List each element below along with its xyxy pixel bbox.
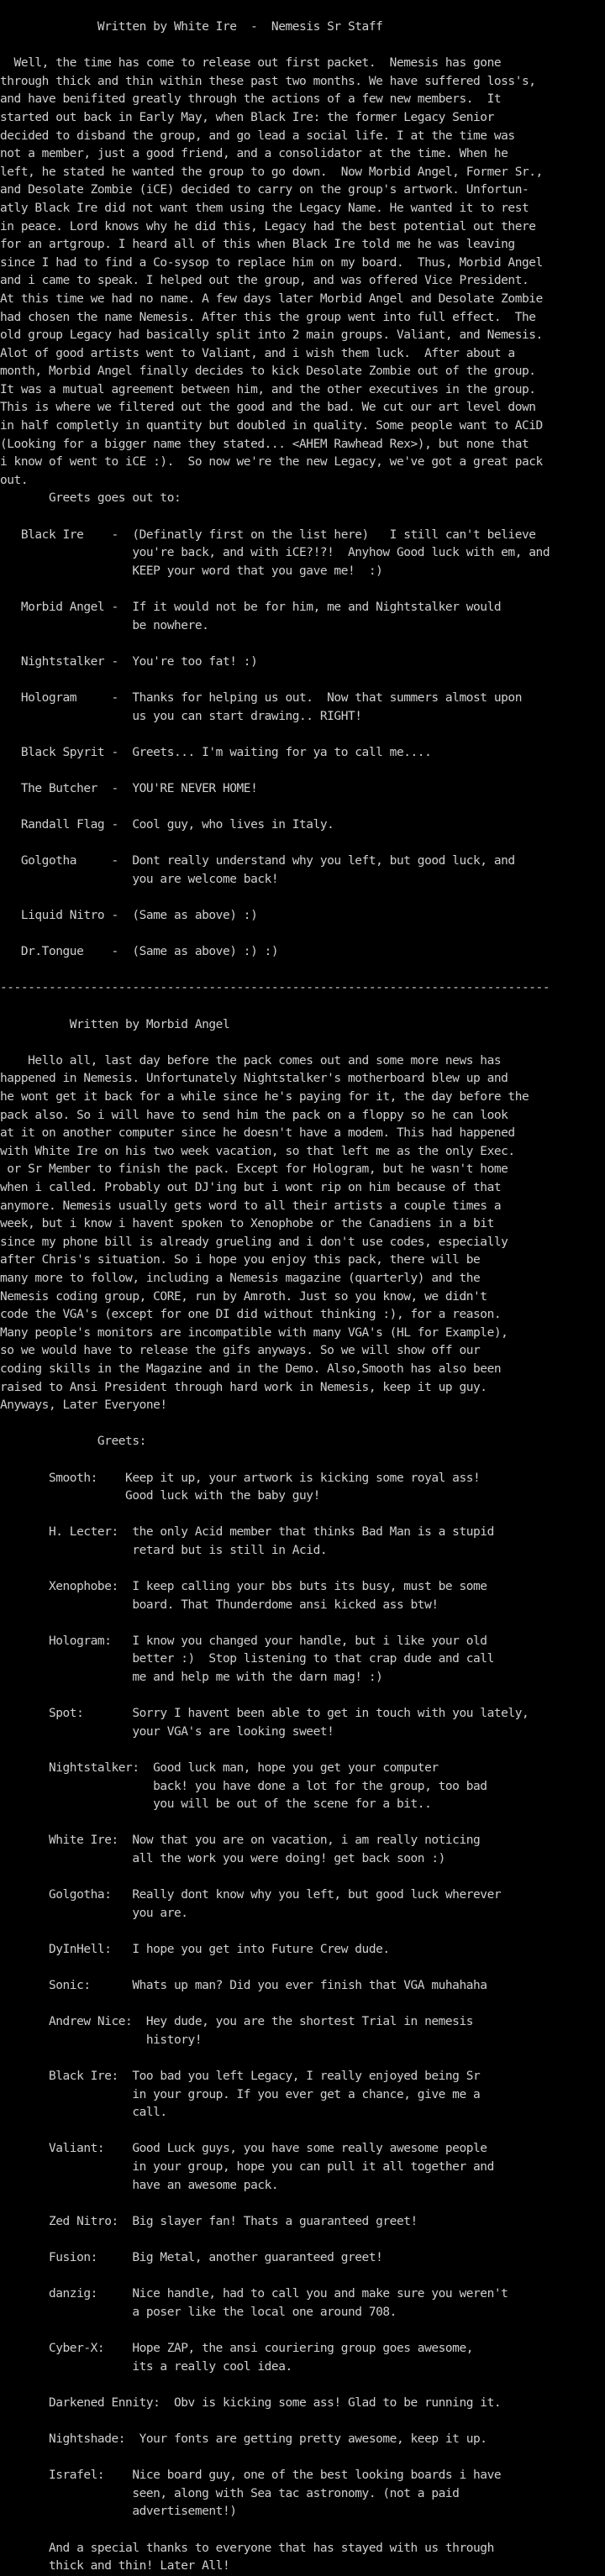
text-line: its a really cool idea. (0, 2359, 292, 2374)
text-line: Fusion: Big Metal, another guaranteed greet! (0, 2251, 383, 2265)
text-line: Spot: Sorry I havent been able to get in touch with you lately, (0, 1707, 529, 1721)
text-line: Golgotha: Really dont know why you left, but good luck wherever (0, 1888, 502, 1902)
text-line (0, 1869, 605, 1887)
text-line (0, 2449, 605, 2468)
text-line: Xenophobe: I keep calling your bbs buts its busy, must be some (0, 1580, 487, 1594)
text-line (0, 762, 605, 780)
text-line: Liquid Nitro - (Same as above) :) (0, 909, 258, 923)
text-line: code the VGA's (except for one DI did without thinking :), for a reason. (0, 1308, 502, 1322)
text-line (0, 37, 605, 55)
text-line: Valiant: Good Luck guys, you have some really awesome people (0, 2142, 487, 2156)
text-line: Hologram: I know you changed your handle, but i like your old (0, 1634, 487, 1648)
text-line: thick and thin! Later All! (0, 2559, 230, 2573)
text-line: when i called. Probably out DJ'ing but i wont rip on him because of that (0, 1181, 502, 1194)
text-line: Alot of good artists went to Valiant, and i wish them luck. After about a (0, 346, 515, 360)
text-line (0, 926, 605, 944)
text-line: and Desolate Zombie (iCE) decided to carry on the group's artwork. Unfortun- (0, 183, 529, 197)
text-line: history! (0, 2033, 203, 2047)
text-line (0, 799, 605, 817)
text-line: raised to Ansi President through hard work in Nemesis, keep it up guy. (0, 1380, 487, 1394)
text-line: a poser like the local one around 708. (0, 2305, 397, 2319)
text-line: through thick and thin within these past two months. We have suffered loss's, (0, 74, 536, 88)
text-line: he wont get it back for a while since he's paying for it, the day before the (0, 1090, 529, 1104)
text-line (0, 2412, 605, 2431)
text-line: Written by White Ire - Nemesis Sr Staff (0, 20, 383, 34)
text-line (0, 2268, 605, 2286)
text-line: Nemesis coding group, CORE, run by Amroth. Just so you know, we didn't (0, 1289, 487, 1304)
text-line: Darkened Ennity: Obv is kicking some ass! Glad to be running it. (0, 2395, 502, 2410)
text-line: in your group, hope you can pull it all together and (0, 2160, 494, 2175)
text-line (0, 962, 605, 980)
text-line: all the work you were doing! get back soon :) (0, 1851, 445, 1865)
text-line: DyInHell: I hope you get into Future Crew dude. (0, 1942, 390, 1956)
text-line: Black Ire - (Definatly first on the list here) I still can't believe (0, 527, 536, 542)
text-line: White Ire: Now that you are on vacation, i am really noticing (0, 1834, 481, 1848)
text-line (0, 2122, 605, 2141)
text-line: not a member, just a good friend, and a consolidator at the time. When he (0, 147, 508, 161)
text-line: better :) Stop listening to that crap dude and call (0, 1652, 494, 1666)
text-line: atly Black Ire did not want them using the Legacy Name. He wanted it to rest (0, 201, 529, 215)
text-line (0, 2195, 605, 2213)
text-line (0, 2322, 605, 2340)
text-line: advertisement!) (0, 2505, 237, 2519)
text-line: Greets goes out to: (0, 491, 182, 506)
text-line: Black Ire: Too bad you left Legacy, I really enjoyed being Sr (0, 2070, 481, 2084)
text-line: Well, the time has come to release out first packet. Nemesis has gone (0, 56, 502, 71)
text-line: since I had to find a Co-sysop to replace him on my board. Thus, Morbid Angel (0, 255, 543, 270)
text-line: H. Lecter: the only Acid member that thinks Bad Man is a stupid (0, 1525, 494, 1540)
text-line: Morbid Angel - If it would not be for him, me and Nightstalker would (0, 601, 502, 614)
text-line (0, 2376, 605, 2395)
text-line (0, 998, 605, 1016)
text-line (0, 580, 605, 599)
text-line (0, 1687, 605, 1706)
text-line: started out back in Early May, when Black Ire: the former Legacy Senior (0, 110, 494, 124)
text-line: or Sr Member to finish the pack. Except for Hologram, but he wasn't home (0, 1162, 508, 1177)
text-line: KEEP your word that you gave me! :) (0, 564, 383, 578)
text-line: after Chris's situation. So i hope you enjoy this pack, there will be (0, 1253, 481, 1267)
text-line: coding skills in the Magazine and in the Demo. Also,Smooth has also been (0, 1361, 502, 1376)
text-line: Andrew Nice: Hey dude, you are the shortest Trial in nemesis (0, 2015, 474, 2029)
text-line: happened in Nemesis. Unfortunately Nightstalker's motherboard blew up and (0, 1072, 508, 1086)
text-line (0, 2050, 605, 2069)
text-line (0, 2521, 605, 2540)
text-line: week, but i know i havent spoken to Xenophobe or the Canadiens in a bit (0, 1217, 494, 1231)
text-line: at it on another computer since he doesn't have a modem. This had happened (0, 1126, 515, 1141)
text-line: Nightshade: Your fonts are getting pretty awesome, keep it up. (0, 2432, 487, 2446)
text-line (0, 2231, 605, 2249)
text-line (0, 1614, 605, 1633)
text-line (0, 1814, 605, 1833)
text-line (0, 889, 605, 908)
text-line: with White Ire on his two week vacation, so that left me as the only Exec. (0, 1144, 515, 1158)
text-line: call. (0, 2106, 167, 2120)
text-line: you will be out of the scene for a bit.. (0, 1797, 432, 1812)
text-line: Sonic: Whats up man? Did you ever finish that VGA muhahaha (0, 1979, 487, 1993)
text-line: have an awesome pack. (0, 2178, 279, 2192)
text-line: Greets: (0, 1435, 146, 1449)
text-line (0, 508, 605, 527)
text-line: in peace. Lord knows why he did this, Legacy had the best potential out there (0, 219, 536, 233)
text-line: you're back, and with iCE?!?! Anyhow Good luck with em, and (0, 546, 550, 560)
text-line: Anyways, Later Everyone! (0, 1398, 167, 1413)
text-line: The Butcher - YOU'RE NEVER HOME! (0, 781, 258, 795)
text-line: me and help me with the darn mag! :) (0, 1671, 383, 1685)
text-line: Zed Nitro: Big slayer fan! Thats a guaranteed greet! (0, 2214, 418, 2228)
text-line: Dr.Tongue - (Same as above) :) :) (0, 945, 279, 959)
text-line: (Looking for a bigger name they stated... <AHEM Rawhead Rex>), but none that (0, 437, 529, 451)
text-line: And a special thanks to everyone that has stayed with us through (0, 2541, 494, 2555)
text-line: i know of went to iCE :). So now we're the new Legacy, we've got a great pack (0, 455, 543, 470)
text-line: you are. (0, 1906, 188, 1920)
text-line: Israfel: Nice board guy, one of the best looking boards i have (0, 2468, 502, 2483)
text-line (0, 1996, 605, 2014)
text-line: Nightstalker - You're too fat! :) (0, 654, 258, 669)
text-line: back! you have done a lot for the group, too bad (0, 1779, 487, 1793)
text-line: so we would have to release the gifs anyways. So we will show off our (0, 1344, 481, 1358)
text-line: and have benifited greatly through the actions of a few new members. It (0, 92, 502, 107)
text-line: since my phone bill is already grueling and i don't use codes, especially (0, 1235, 508, 1249)
text-line: Nightstalker: Good luck man, hope you get your computer (0, 1761, 439, 1775)
text-line: old group Legacy had basically split into 2 main groups. Valiant, and Nemesis. (0, 328, 543, 343)
text-line (0, 1560, 605, 1578)
text-line: us you can start drawing.. RIGHT! (0, 709, 362, 723)
text-line: It was a mutual agreement between him, and the other executives in the group. (0, 382, 536, 396)
text-line (0, 1923, 605, 1941)
text-line: be nowhere. (0, 618, 209, 632)
text-line: left, he stated he wanted the group to go down. Now Morbid Angel, Former Sr., (0, 165, 543, 179)
text-line: in your group. If you ever get a chance, give me a (0, 2087, 481, 2101)
text-line: This is where we filtered out the good and the bad. We cut our art level down (0, 401, 536, 415)
text-line (0, 1506, 605, 1524)
text-line: board. That Thunderdome ansi kicked ass btw! (0, 1598, 439, 1612)
text-line: Black Spyrit - Greets... I'm waiting for ya to call me.... (0, 745, 432, 759)
text-line (0, 635, 605, 653)
text-line: anymore. Nemesis usually gets word to all their artists a couple times a (0, 1199, 502, 1213)
text-line: ------------------------------------------------------------------------------- (0, 981, 550, 995)
text-line: in half completly in quantity but doubled in quality. Some people want to ACiD (0, 419, 543, 433)
text-line: your VGA's are looking sweet! (0, 1724, 334, 1739)
text-line: Smooth: Keep it up, your artwork is kicking some royal ass! (0, 1471, 481, 1485)
text-line: seen, along with Sea tac astronomy. (not a paid (0, 2486, 460, 2500)
text-line (0, 1034, 605, 1052)
text-line: out. (0, 473, 29, 487)
text-line: Randall Flag - Cool guy, who lives in Italy. (0, 818, 334, 832)
text-line: and i came to speak. I helped out the group, and was offered Vice President. (0, 274, 529, 288)
text-line (0, 726, 605, 744)
text-line: had chosen the name Nemesis. After this the group went into full effect. The (0, 310, 536, 324)
text-line: Hello all, last day before the pack comes out and some more news has (0, 1053, 502, 1068)
text-line (0, 1960, 605, 1978)
text-line: Cyber-X: Hope ZAP, the ansi couriering group goes awesome, (0, 2342, 474, 2355)
text-line (0, 1415, 605, 1434)
text-line: you are welcome back! (0, 872, 279, 886)
text-line: Many people's monitors are incompatible with many VGA's (HL for Example), (0, 1325, 508, 1340)
text-line: At this time we had no name. A few days later Morbid Angel and Desolate Zombie (0, 291, 543, 306)
text-line: Hologram - Thanks for helping us out. Now that summers almost upon (0, 690, 522, 705)
text-line: Golgotha - Dont really understand why you left, but good luck, and (0, 854, 515, 868)
text-line: decided to disband the group, and go lead a social life. I at the time was (0, 129, 515, 143)
text-line (0, 671, 605, 690)
text-line (0, 1741, 605, 1760)
text-line: month, Morbid Angel finally decides to kick Desolate Zombie out of the group. (0, 365, 536, 379)
text-line: danzig: Nice handle, had to call you and make sure you weren't (0, 2287, 508, 2301)
text-line: many more to follow, including a Nemesis magazine (quarterly) and the (0, 1271, 481, 1285)
text-line: for an artgroup. I heard all of this when Black Ire told me he was leaving (0, 238, 515, 252)
text-line: retard but is still in Acid. (0, 1543, 328, 1557)
text-line (0, 1451, 605, 1470)
text-line: pack also. So i will have to send him the pack on a floppy so he can look (0, 1108, 508, 1122)
text-line: Good luck with the baby guy! (0, 1489, 320, 1503)
text-line: Written by Morbid Angel (0, 1017, 230, 1031)
text-line (0, 835, 605, 853)
